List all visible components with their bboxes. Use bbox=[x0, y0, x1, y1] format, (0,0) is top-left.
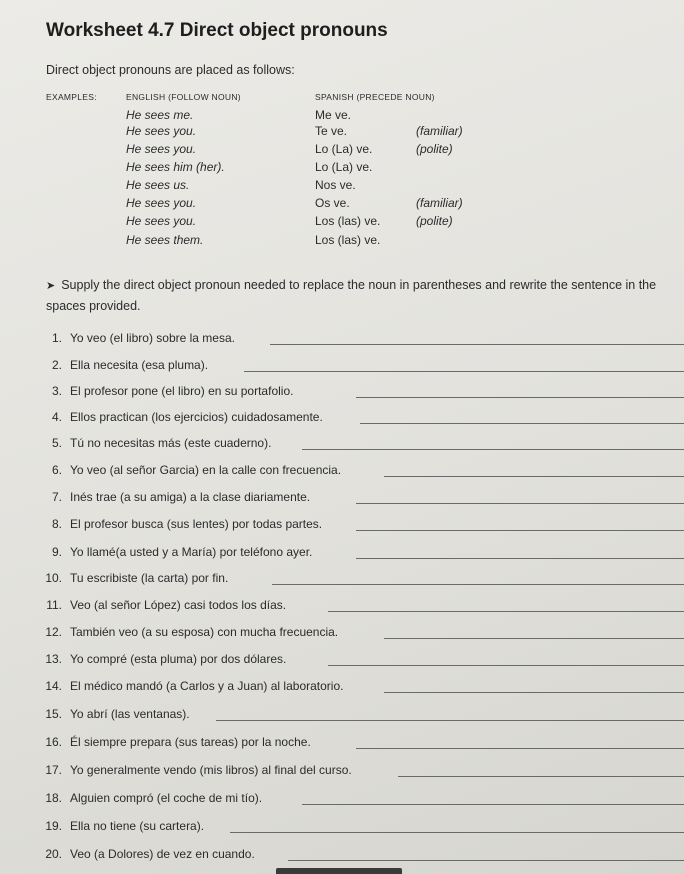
item-number: 3. bbox=[51, 384, 62, 398]
item-sentence: Yo abrí (las ventanas). bbox=[70, 707, 190, 721]
exercise-item bbox=[0, 819, 684, 839]
exercise-item bbox=[0, 463, 684, 483]
item-number: 15. bbox=[45, 707, 62, 721]
example-row bbox=[0, 178, 684, 194]
example-spanish: Te ve. bbox=[315, 124, 348, 138]
worksheet-title: Worksheet 4.7 Direct object pronouns bbox=[46, 20, 388, 41]
answer-line[interactable] bbox=[270, 344, 684, 345]
item-number: 18. bbox=[45, 791, 62, 805]
item-sentence: Él siempre prepara (sus tareas) por la noche. bbox=[70, 735, 311, 749]
example-row bbox=[0, 196, 684, 212]
item-sentence: También veo (a su esposa) con mucha frecuencia. bbox=[70, 625, 339, 639]
exercise-item bbox=[0, 652, 684, 672]
example-english: He sees them. bbox=[126, 233, 204, 247]
example-row bbox=[0, 233, 684, 249]
item-number: 9. bbox=[51, 545, 62, 559]
bottom-shadow-bar bbox=[276, 868, 402, 874]
item-sentence: Yo veo (al señor Garcia) en la calle con frecuencia. bbox=[70, 463, 342, 477]
answer-line[interactable] bbox=[356, 558, 684, 559]
instructions bbox=[46, 275, 684, 316]
answer-line[interactable] bbox=[288, 860, 684, 861]
examples-label: EXAMPLES: bbox=[46, 92, 97, 102]
item-sentence: Ellos practican (los ejercicios) cuidadosamente. bbox=[70, 410, 323, 424]
exercise-item bbox=[0, 791, 684, 811]
exercise-item bbox=[0, 707, 684, 727]
example-row bbox=[0, 160, 684, 176]
answer-line[interactable] bbox=[398, 776, 684, 777]
example-row bbox=[0, 214, 684, 230]
item-number: 20. bbox=[45, 847, 62, 861]
english-column-header: ENGLISH (FOLLOW NOUN) bbox=[126, 92, 241, 102]
item-sentence: Yo generalmente vendo (mis libros) al final del curso. bbox=[70, 763, 352, 777]
item-sentence: El médico mandó (a Carlos y a Juan) al laboratorio. bbox=[70, 679, 344, 693]
exercise-item bbox=[0, 571, 684, 591]
item-sentence: Tu escribiste (la carta) por fin. bbox=[70, 571, 229, 585]
example-english: He sees him (her). bbox=[126, 160, 225, 174]
example-note: (polite) bbox=[416, 214, 453, 228]
exercise-item bbox=[0, 598, 684, 618]
example-english: He sees you. bbox=[126, 142, 197, 156]
example-row bbox=[0, 142, 684, 158]
item-number: 5. bbox=[51, 436, 62, 450]
exercise-item bbox=[0, 735, 684, 755]
exercise-item bbox=[0, 436, 684, 456]
exercise-item bbox=[0, 358, 684, 378]
exercise-item bbox=[0, 763, 684, 783]
answer-line[interactable] bbox=[328, 665, 684, 666]
example-english: He sees you. bbox=[126, 196, 197, 210]
example-note: (familiar) bbox=[416, 124, 463, 138]
item-sentence: Ella necesita (esa pluma). bbox=[70, 358, 209, 372]
item-number: 17. bbox=[45, 763, 62, 777]
item-sentence: El profesor pone (el libro) en su portafolio. bbox=[70, 384, 294, 398]
item-number: 6. bbox=[51, 463, 62, 477]
exercise-item bbox=[0, 545, 684, 565]
exercise-item bbox=[0, 847, 684, 867]
example-spanish: Os ve. bbox=[315, 196, 350, 210]
answer-line[interactable] bbox=[356, 530, 684, 531]
item-number: 14. bbox=[45, 679, 62, 693]
answer-line[interactable] bbox=[384, 638, 684, 639]
exercise-item bbox=[0, 410, 684, 430]
item-sentence: Yo veo (el libro) sobre la mesa. bbox=[70, 331, 235, 345]
example-english: He sees us. bbox=[126, 178, 190, 192]
example-row bbox=[0, 124, 684, 140]
item-number: 8. bbox=[51, 517, 62, 531]
item-sentence: Inés trae (a su amiga) a la clase diariamente. bbox=[70, 490, 311, 504]
instructions-text: Supply the direct object pronoun needed to replace the noun in parentheses and rewrite the sentence in the spaces provided. bbox=[46, 278, 657, 313]
item-number: 1. bbox=[51, 331, 62, 345]
example-english: He sees you. bbox=[126, 214, 197, 228]
item-number: 19. bbox=[45, 819, 62, 833]
item-sentence: Veo (al señor López) casi todos los días. bbox=[70, 598, 287, 612]
answer-line[interactable] bbox=[216, 720, 684, 721]
item-number: 11. bbox=[46, 598, 62, 612]
exercise-item bbox=[0, 490, 684, 510]
item-number: 4. bbox=[51, 410, 62, 424]
example-note: (familiar) bbox=[416, 196, 463, 210]
example-spanish: Lo (La) ve. bbox=[315, 142, 373, 156]
exercise-item bbox=[0, 625, 684, 645]
item-sentence: Veo (a Dolores) de vez en cuando. bbox=[70, 847, 255, 861]
exercise-item bbox=[0, 331, 684, 351]
answer-line[interactable] bbox=[356, 397, 684, 398]
item-number: 10. bbox=[45, 571, 62, 585]
item-sentence: Yo llamé(a usted y a María) por teléfono ayer. bbox=[70, 545, 313, 559]
answer-line[interactable] bbox=[360, 423, 684, 424]
example-note: (polite) bbox=[416, 142, 453, 156]
example-english: He sees me. bbox=[126, 108, 194, 122]
exercise-item bbox=[0, 679, 684, 699]
item-number: 13. bbox=[45, 652, 62, 666]
answer-line[interactable] bbox=[384, 476, 684, 477]
answer-line[interactable] bbox=[356, 748, 684, 749]
item-number: 12. bbox=[45, 625, 62, 639]
item-number: 2. bbox=[51, 358, 62, 372]
spanish-column-header: SPANISH (PRECEDE NOUN) bbox=[315, 92, 435, 102]
answer-line[interactable] bbox=[328, 611, 684, 612]
item-sentence: Tú no necesitas más (este cuaderno). bbox=[70, 436, 272, 450]
answer-line[interactable] bbox=[384, 692, 684, 693]
item-sentence: Ella no tiene (su cartera). bbox=[70, 819, 205, 833]
arrow-bullet-icon: ➤ bbox=[46, 280, 56, 292]
answer-line[interactable] bbox=[244, 371, 684, 372]
item-sentence: El profesor busca (sus lentes) por todas partes. bbox=[70, 517, 323, 531]
intro-text: Direct object pronouns are placed as follows: bbox=[46, 63, 295, 77]
exercise-item bbox=[0, 384, 684, 404]
item-sentence: Yo compré (esta pluma) por dos dólares. bbox=[70, 652, 287, 666]
exercise-item bbox=[0, 517, 684, 537]
example-english: He sees you. bbox=[126, 124, 197, 138]
item-number: 16. bbox=[45, 735, 62, 749]
answer-line[interactable] bbox=[302, 449, 684, 450]
example-spanish: Los (las) ve. bbox=[315, 214, 381, 228]
example-row bbox=[0, 108, 684, 124]
item-number: 7. bbox=[51, 490, 62, 504]
example-spanish: Los (las) ve. bbox=[315, 233, 381, 247]
answer-line[interactable] bbox=[302, 804, 684, 805]
example-spanish: Lo (La) ve. bbox=[315, 160, 373, 174]
answer-line[interactable] bbox=[356, 503, 684, 504]
item-sentence: Alguien compró (el coche de mi tío). bbox=[70, 791, 263, 805]
answer-line[interactable] bbox=[272, 584, 684, 585]
example-spanish: Nos ve. bbox=[315, 178, 356, 192]
answer-line[interactable] bbox=[230, 832, 684, 833]
example-spanish: Me ve. bbox=[315, 108, 352, 122]
